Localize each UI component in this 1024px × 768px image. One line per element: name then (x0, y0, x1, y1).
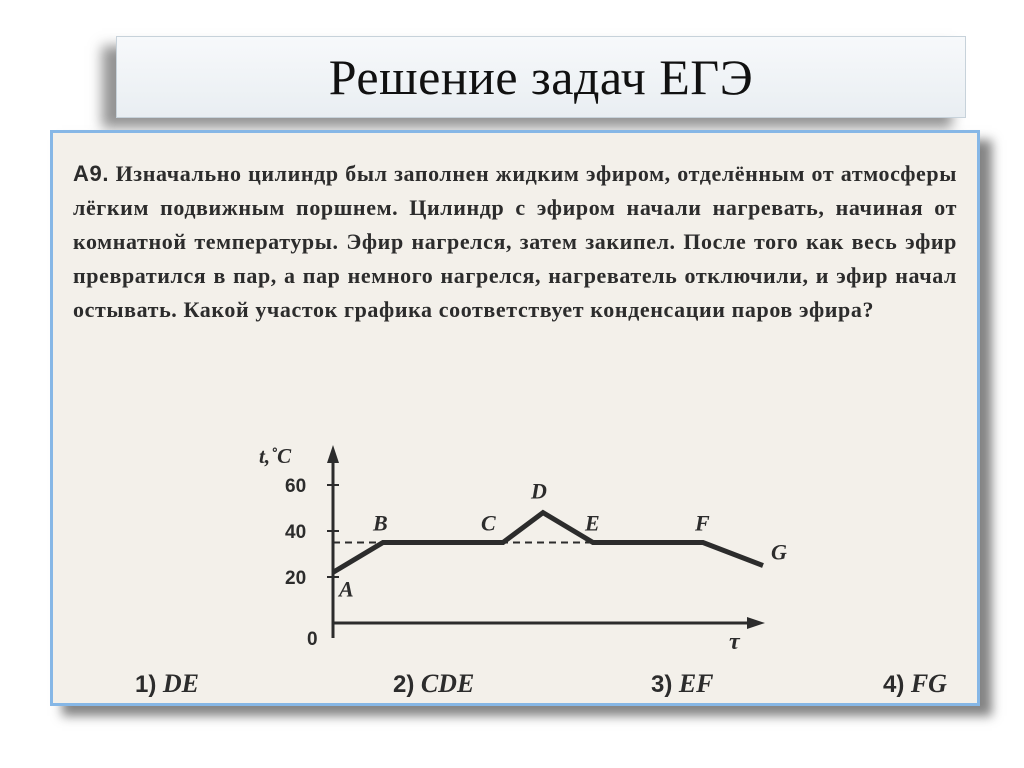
y-axis-arrow (327, 445, 339, 463)
answer-option-3[interactable] (651, 669, 714, 699)
y-tick-label-0: 0 (307, 629, 318, 650)
answer-1-number: 1) (135, 671, 157, 698)
point-label-c: C (481, 510, 496, 536)
answer-4-text: FG (910, 669, 947, 698)
point-label-e: E (585, 510, 600, 536)
point-label-g: G (771, 539, 787, 565)
point-label-b: B (373, 510, 388, 536)
slide-title: Решение задач ЕГЭ (328, 49, 754, 105)
slide-title-box (116, 36, 966, 118)
y-tick-label-40: 40 (285, 522, 307, 543)
answer-4-number: 4) (883, 671, 905, 698)
x-axis-arrow (747, 617, 765, 629)
problem-card (50, 130, 980, 706)
point-label-f: F (695, 510, 710, 536)
point-label-d: D (531, 478, 547, 504)
answer-2-number: 2) (393, 671, 415, 698)
answer-option-1[interactable] (135, 669, 199, 699)
problem-label: А9. (73, 161, 110, 186)
answer-2-text: CDE (420, 669, 475, 698)
y-tick-label-60: 60 (285, 476, 307, 497)
problem-statement: Изначально цилиндр был заполнен жидким эфиром, отделённым от атмосферы лёгким подвижным поршнем. Цилиндр с эфиром начали нагревать, начиная от комнатной температуры. Эфир нагрелся, затем закипел. После того как весь эфир превратился в пар, а пар немного нагрелся, нагреватель отключили, и эфир начал остывать. Какой участок графика соответствует конденсации паров эфира? (73, 161, 957, 322)
answer-option-4[interactable] (883, 669, 947, 699)
y-axis-label: t,˚C (259, 444, 292, 468)
x-axis-label: τ (729, 629, 740, 655)
answer-1-text: DE (162, 669, 199, 698)
answer-option-2[interactable] (393, 669, 474, 699)
y-tick-label-20: 20 (285, 568, 307, 589)
temperature-graph (53, 133, 977, 703)
answer-3-text: EF (678, 669, 714, 698)
point-label-a: A (339, 576, 354, 602)
answer-3-number: 3) (651, 671, 673, 698)
